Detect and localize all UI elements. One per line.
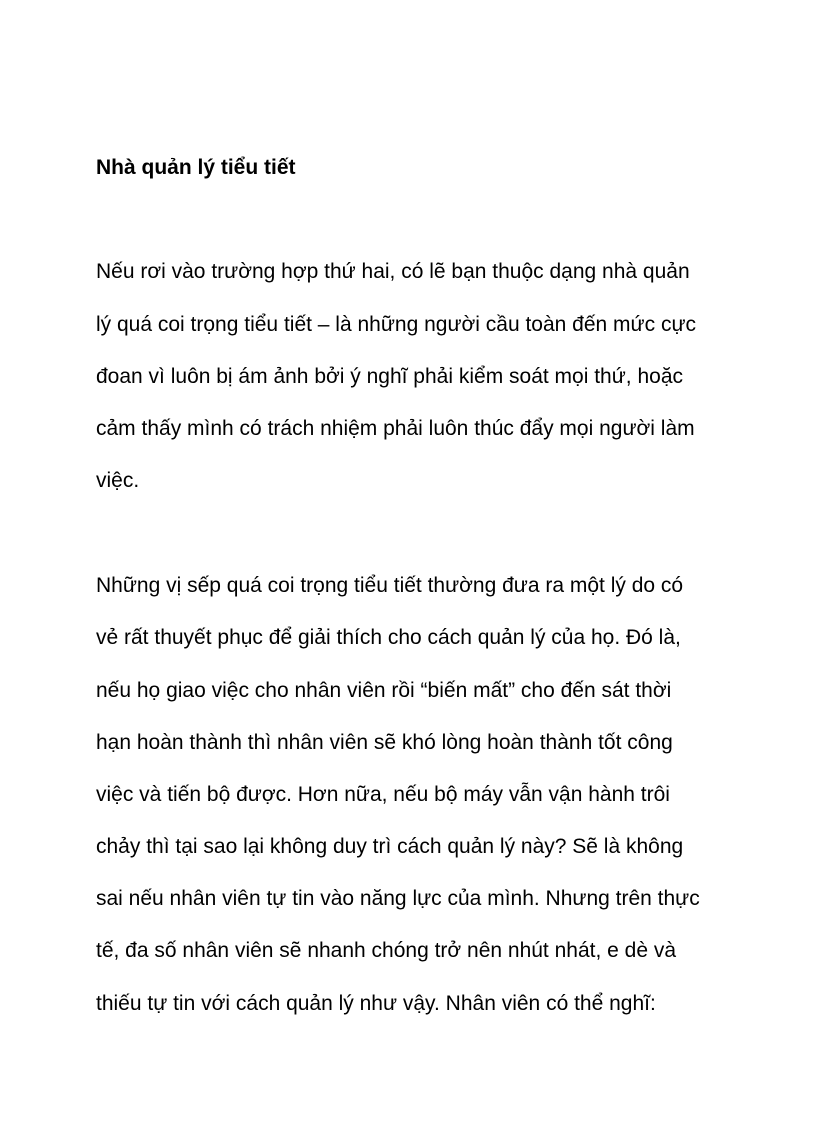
paragraph-1-line-1: Nếu rơi vào trường hợp thứ hai, có lẽ bạn thuộc dạng nhà quản <box>96 260 690 283</box>
paragraph-1-line-5: việc. <box>96 469 140 492</box>
paragraph-2-line-5: việc và tiến bộ được. Hơn nữa, nếu bộ máy vẫn vận hành trôi <box>96 783 670 806</box>
paragraph-1-line-4: cảm thấy mình có trách nhiệm phải luôn thúc đẩy mọi người làm <box>96 417 695 440</box>
paragraph-2-line-2: vẻ rất thuyết phục để giải thích cho cách quản lý của họ. Đó là, <box>96 626 681 649</box>
paragraph-2-line-4: hạn hoàn thành thì nhân viên sẽ khó lòng hoàn thành tốt công <box>96 731 673 754</box>
paragraph-2-line-8: tế, đa số nhân viên sẽ nhanh chóng trở nên nhút nhát, e dè và <box>96 939 677 962</box>
paragraph-2-line-9: thiếu tự tin với cách quản lý như vậy. Nhân viên có thể nghĩ: <box>96 992 656 1015</box>
paragraph-2-line-1: Những vị sếp quá coi trọng tiểu tiết thường đưa ra một lý do có <box>96 574 684 597</box>
section-heading: Nhà quản lý tiểu tiết <box>96 156 296 179</box>
paragraph-1-line-2: lý quá coi trọng tiểu tiết – là những người cầu toàn đến mức cực <box>96 313 696 336</box>
paragraph-2-line-7: sai nếu nhân viên tự tin vào năng lực của mình. Nhưng trên thực <box>96 887 700 910</box>
paragraph-1-line-3: đoan vì luôn bị ám ảnh bởi ý nghĩ phải kiểm soát mọi thứ, hoặc <box>96 365 683 388</box>
paragraph-2-line-3: nếu họ giao việc cho nhân viên rồi “biến mất” cho đến sát thời <box>96 679 672 702</box>
paragraph-2-line-6: chảy thì tại sao lại không duy trì cách quản lý này? Sẽ là không <box>96 835 684 858</box>
